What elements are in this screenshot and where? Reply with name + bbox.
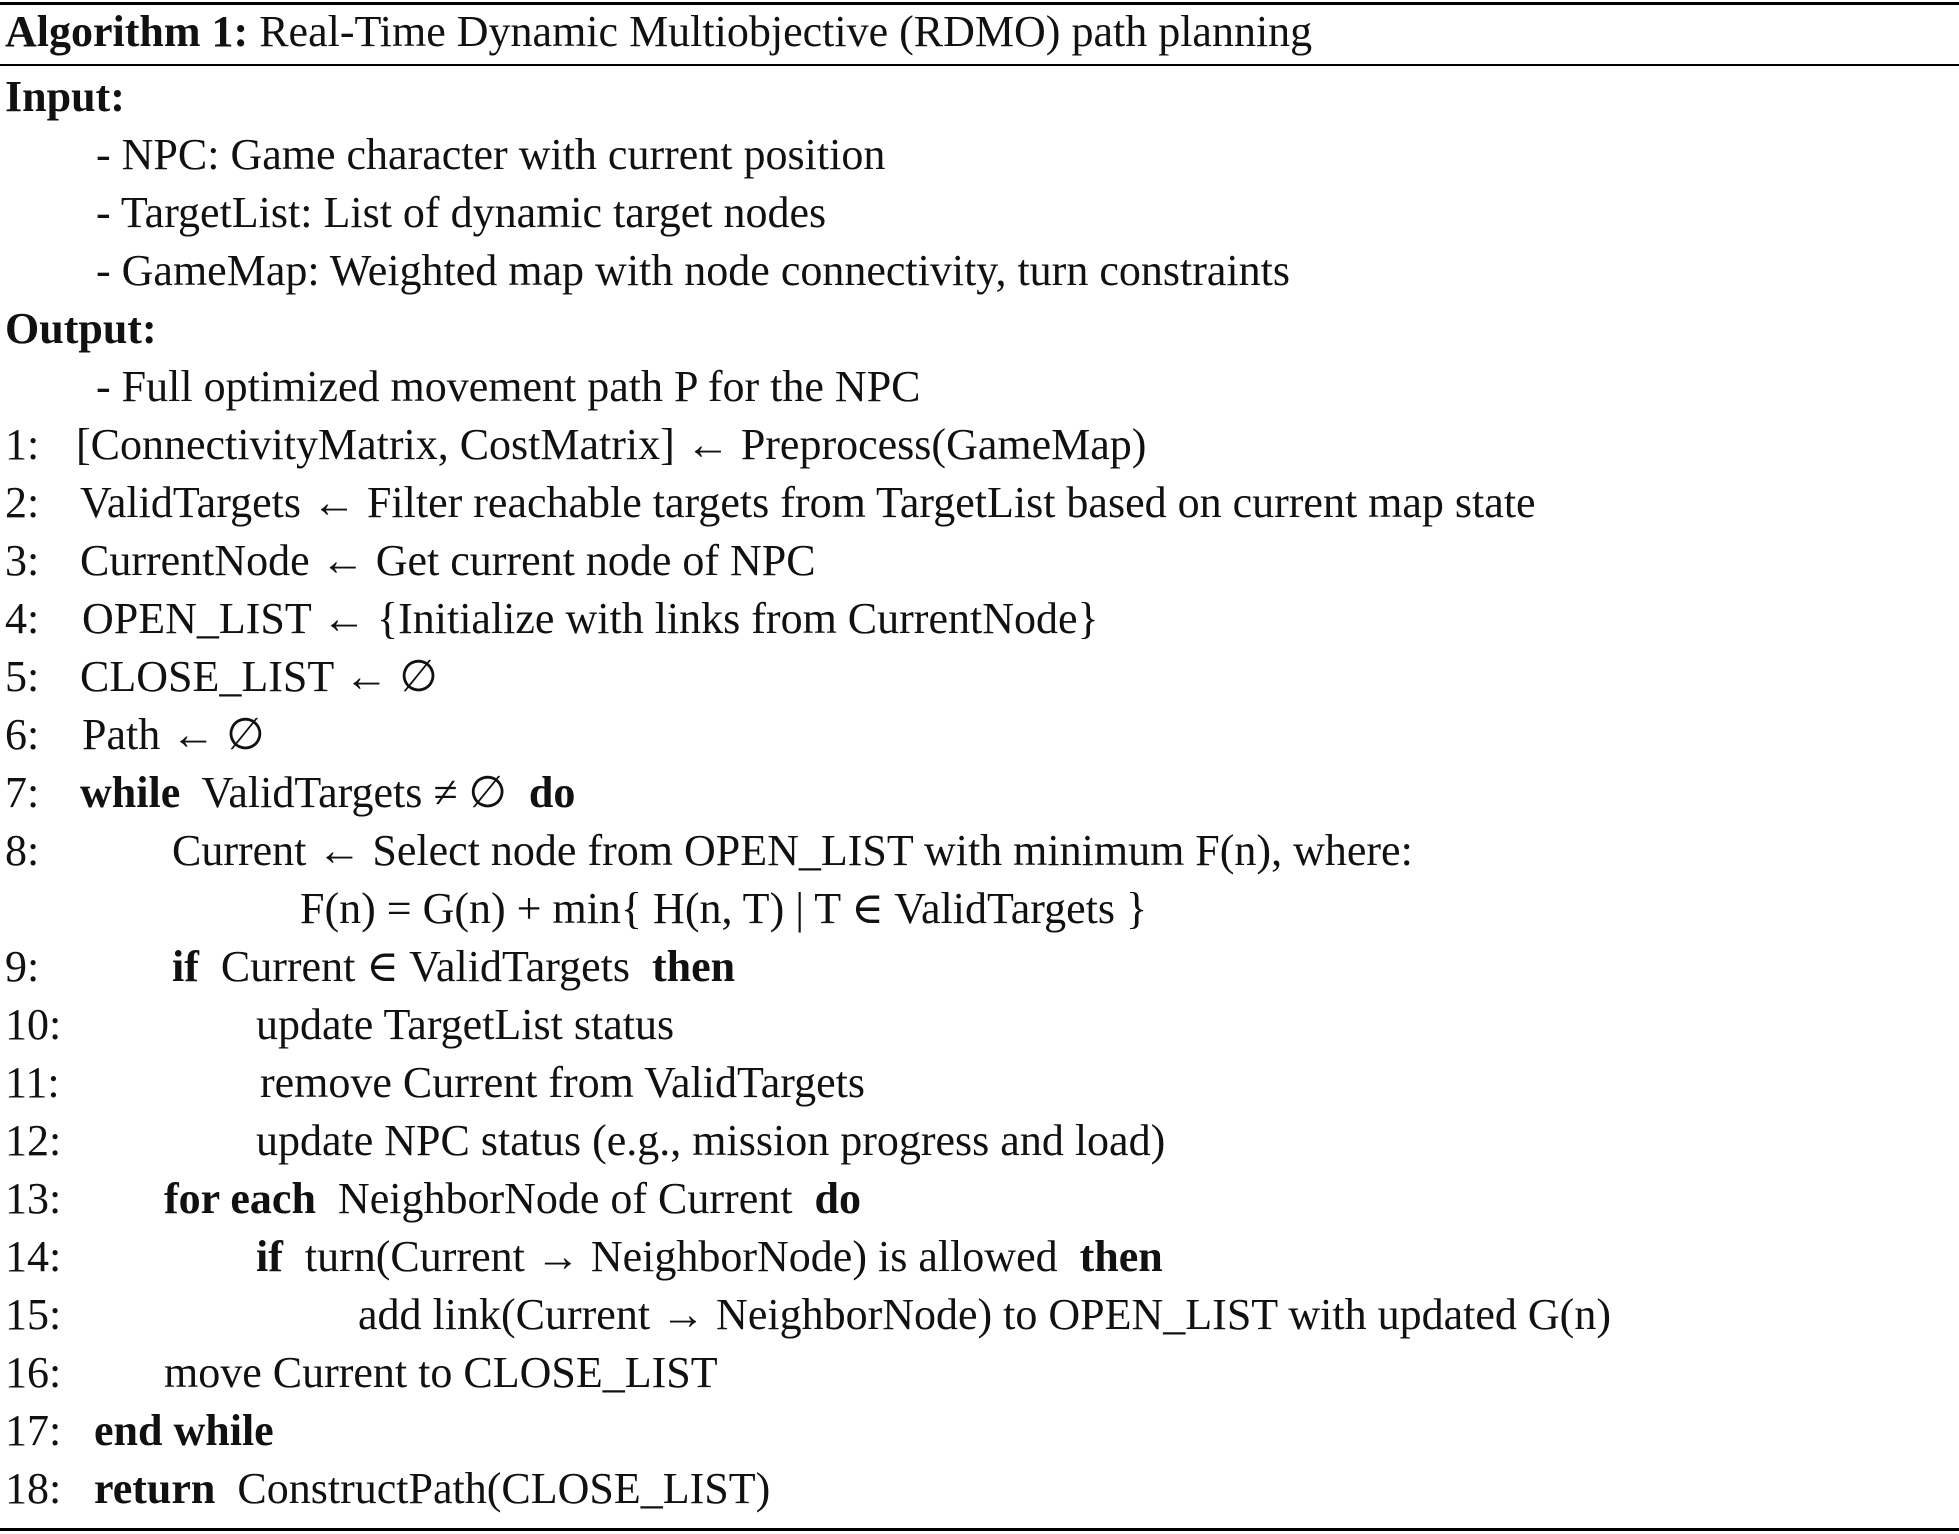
input-item-npc: - NPC: Game character with current position — [96, 130, 886, 179]
if-condition: turn(Current → NeighborNode) is allowed — [304, 1232, 1058, 1281]
step-number: 10: — [5, 1000, 62, 1049]
step-number: 6: — [5, 710, 40, 759]
step-number: 9: — [5, 942, 40, 991]
keyword-if: if — [256, 1232, 283, 1281]
keyword-while: while — [80, 768, 181, 817]
return-value: ConstructPath(CLOSE_LIST) — [237, 1464, 771, 1513]
step-text — [172, 938, 735, 996]
step-text: CLOSE_LIST ← ∅ — [80, 652, 438, 701]
loop-subject: NeighborNode of Current — [337, 1174, 793, 1223]
step-text: Current ← Select node from OPEN_LIST with minimum F(n), where: — [172, 826, 1413, 875]
step-text: move Current to CLOSE_LIST — [164, 1348, 718, 1397]
cost-formula: F(n) = G(n) + min{ H(n, T) | T ∈ ValidTargets } — [300, 884, 1148, 933]
keyword-if: if — [172, 942, 199, 991]
step-text: update NPC status (e.g., mission progress and load) — [256, 1116, 1166, 1165]
algorithm-caption — [5, 6, 1312, 58]
keyword-end-while: end while — [94, 1406, 274, 1455]
step-number: 16: — [5, 1348, 62, 1397]
step-number: 4: — [5, 594, 40, 643]
keyword-then: then — [1079, 1232, 1163, 1281]
bottom-rule — [0, 1528, 1959, 1531]
step-text: remove Current from ValidTargets — [260, 1058, 866, 1107]
keyword-for-each: for each — [164, 1174, 316, 1223]
input-item-gamemap: - GameMap: Weighted map with node connectivity, turn constraints — [96, 246, 1290, 295]
keyword-then: then — [652, 942, 736, 991]
step-number: 13: — [5, 1174, 62, 1223]
step-number: 17: — [5, 1406, 62, 1455]
output-heading: Output: — [5, 304, 157, 353]
input-heading: Input: — [5, 72, 125, 121]
step-number: 2: — [5, 478, 40, 527]
step-text — [164, 1170, 861, 1228]
keyword-return: return — [94, 1464, 216, 1513]
top-rule — [0, 2, 1959, 5]
step-text: update TargetList status — [256, 1000, 675, 1049]
algorithm-label: Algorithm 1: — [5, 7, 249, 56]
algorithm-title: Real-Time Dynamic Multiobjective (RDMO) path planning — [259, 7, 1313, 56]
step-text — [80, 764, 575, 822]
step-number: 7: — [5, 768, 40, 817]
step-number: 15: — [5, 1290, 62, 1339]
step-number: 1: — [5, 420, 40, 469]
if-condition: Current ∈ ValidTargets — [220, 942, 631, 991]
step-number: 3: — [5, 536, 40, 585]
step-text — [256, 1228, 1163, 1286]
caption-rule — [0, 64, 1959, 66]
step-number: 14: — [5, 1232, 62, 1281]
step-number: 12: — [5, 1116, 62, 1165]
step-number: 11: — [5, 1058, 60, 1107]
keyword-do: do — [814, 1174, 861, 1223]
step-number: 8: — [5, 826, 40, 875]
step-text: CurrentNode ← Get current node of NPC — [80, 536, 816, 585]
step-text: add link(Current → NeighborNode) to OPEN_LIST with updated G(n) — [358, 1290, 1611, 1339]
loop-condition: ValidTargets ≠ ∅ — [201, 768, 507, 817]
keyword-do: do — [528, 768, 576, 817]
input-item-targetlist: - TargetList: List of dynamic target nodes — [96, 188, 827, 237]
step-text: Path ← ∅ — [82, 710, 265, 759]
output-item-path: - Full optimized movement path P for the NPC — [96, 362, 921, 411]
step-number: 5: — [5, 652, 40, 701]
step-number: 18: — [5, 1464, 62, 1513]
step-text: [ConnectivityMatrix, CostMatrix] ← Preprocess(GameMap) — [76, 420, 1147, 469]
step-text: ValidTargets ← Filter reachable targets from TargetList based on current map state — [80, 478, 1536, 527]
step-text: OPEN_LIST ← {Initialize with links from CurrentNode} — [82, 594, 1099, 643]
step-text — [94, 1460, 770, 1518]
